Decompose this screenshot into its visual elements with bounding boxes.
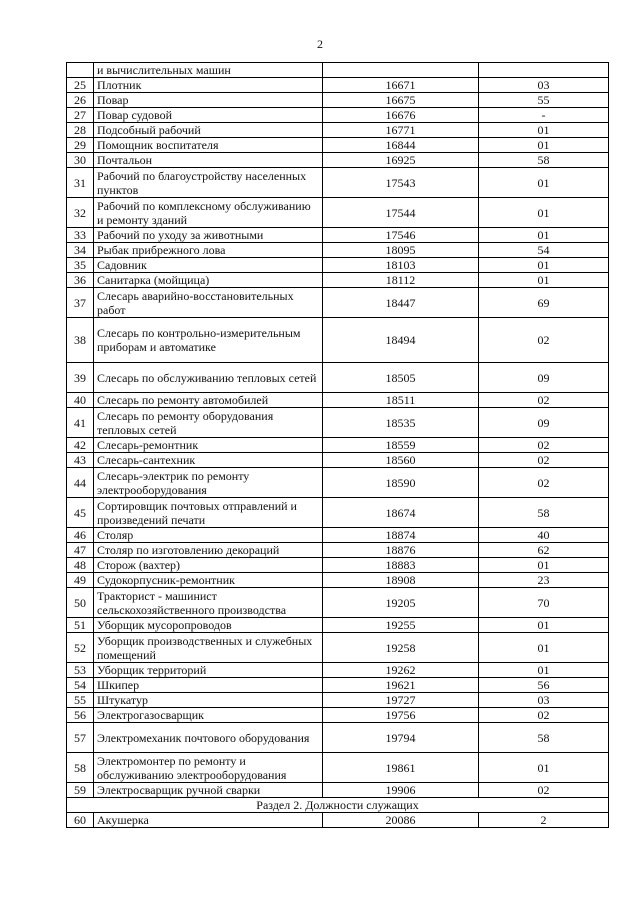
table-row xyxy=(67,288,609,318)
profession-code: 19262 xyxy=(323,663,479,678)
row-number: 43 xyxy=(67,453,94,468)
profession-name: Столяр по изготовлению декораций xyxy=(94,543,323,558)
profession-name: Рыбак прибрежного лова xyxy=(94,243,323,258)
page-number: 2 xyxy=(317,37,323,51)
table-row xyxy=(67,588,609,618)
profession-category: 02 xyxy=(479,783,609,798)
section-title: Раздел 2. Должности служащих xyxy=(67,798,609,813)
profession-category: 01 xyxy=(479,138,609,153)
table-row xyxy=(67,408,609,438)
profession-code: 18103 xyxy=(323,258,479,273)
section-header-row xyxy=(67,798,609,813)
row-number: 57 xyxy=(67,723,94,753)
profession-code: 16925 xyxy=(323,153,479,168)
row-number: 26 xyxy=(67,93,94,108)
table-row xyxy=(67,663,609,678)
row-number xyxy=(67,63,94,78)
profession-name: Сторож (вахтер) xyxy=(94,558,323,573)
profession-category: 01 xyxy=(479,633,609,663)
row-number: 32 xyxy=(67,198,94,228)
profession-name: и вычислительных машин xyxy=(94,63,323,78)
profession-category: 70 xyxy=(479,588,609,618)
profession-name: Шкипер xyxy=(94,678,323,693)
profession-code: 16771 xyxy=(323,123,479,138)
profession-category: 02 xyxy=(479,708,609,723)
profession-code: 19861 xyxy=(323,753,479,783)
profession-category: 01 xyxy=(479,663,609,678)
profession-code: 19727 xyxy=(323,693,479,708)
profession-code: 18883 xyxy=(323,558,479,573)
profession-name: Подсобный рабочий xyxy=(94,123,323,138)
profession-category: 01 xyxy=(479,558,609,573)
profession-name: Электромеханик почтового оборудования xyxy=(94,723,323,753)
profession-name: Слесарь по обслуживанию тепловых сетей xyxy=(94,363,323,393)
profession-category: 01 xyxy=(479,258,609,273)
row-number: 55 xyxy=(67,693,94,708)
profession-code: 18674 xyxy=(323,498,479,528)
row-number: 27 xyxy=(67,108,94,123)
table-row xyxy=(67,573,609,588)
profession-code: 20086 xyxy=(323,813,479,828)
table-row xyxy=(67,618,609,633)
profession-code: 19756 xyxy=(323,708,479,723)
profession-code: 16671 xyxy=(323,78,479,93)
table-row xyxy=(67,138,609,153)
row-number: 49 xyxy=(67,573,94,588)
row-number: 54 xyxy=(67,678,94,693)
table-row xyxy=(67,723,609,753)
row-number: 52 xyxy=(67,633,94,663)
profession-category: 09 xyxy=(479,363,609,393)
table-row xyxy=(67,708,609,723)
row-number: 58 xyxy=(67,753,94,783)
profession-name: Повар судовой xyxy=(94,108,323,123)
profession-category: 01 xyxy=(479,753,609,783)
row-number: 45 xyxy=(67,498,94,528)
profession-name: Слесарь-ремонтник xyxy=(94,438,323,453)
row-number: 59 xyxy=(67,783,94,798)
table-row xyxy=(67,453,609,468)
table-row xyxy=(67,123,609,138)
table-row xyxy=(67,153,609,168)
profession-category: 58 xyxy=(479,153,609,168)
table-row xyxy=(67,558,609,573)
profession-category: 03 xyxy=(479,693,609,708)
profession-name: Плотник xyxy=(94,78,323,93)
profession-name: Рабочий по комплексному обслуживанию и ремонту зданий xyxy=(94,198,323,228)
profession-category: 01 xyxy=(479,123,609,138)
row-number: 25 xyxy=(67,78,94,93)
profession-name: Акушерка xyxy=(94,813,323,828)
profession-code: 19906 xyxy=(323,783,479,798)
profession-category: 58 xyxy=(479,498,609,528)
profession-name: Судокорпусник-ремонтник xyxy=(94,573,323,588)
table-row xyxy=(67,543,609,558)
profession-code xyxy=(323,63,479,78)
profession-category: 02 xyxy=(479,438,609,453)
profession-code: 19205 xyxy=(323,588,479,618)
profession-code: 18494 xyxy=(323,318,479,363)
table-row xyxy=(67,93,609,108)
profession-code: 18095 xyxy=(323,243,479,258)
table-row xyxy=(67,468,609,498)
profession-category: 40 xyxy=(479,528,609,543)
table-row xyxy=(67,108,609,123)
profession-category: 01 xyxy=(479,273,609,288)
profession-name: Уборщик мусоропроводов xyxy=(94,618,323,633)
row-number: 30 xyxy=(67,153,94,168)
profession-code: 19621 xyxy=(323,678,479,693)
profession-name: Электромонтер по ремонту и обслуживанию электрооборудования xyxy=(94,753,323,783)
profession-name: Повар xyxy=(94,93,323,108)
table-row xyxy=(67,393,609,408)
profession-code: 18908 xyxy=(323,573,479,588)
profession-name: Электросварщик ручной сварки xyxy=(94,783,323,798)
profession-code: 19255 xyxy=(323,618,479,633)
profession-category xyxy=(479,63,609,78)
row-number: 41 xyxy=(67,408,94,438)
profession-category: 01 xyxy=(479,228,609,243)
table-row xyxy=(67,273,609,288)
profession-name: Столяр xyxy=(94,528,323,543)
profession-name: Тракторист - машинист сельскохозяйственного производства xyxy=(94,588,323,618)
profession-code: 18511 xyxy=(323,393,479,408)
table-row xyxy=(67,783,609,798)
row-number: 40 xyxy=(67,393,94,408)
profession-code: 18876 xyxy=(323,543,479,558)
profession-code: 19258 xyxy=(323,633,479,663)
table-row xyxy=(67,753,609,783)
row-number: 47 xyxy=(67,543,94,558)
table-row-continuation xyxy=(67,63,609,78)
profession-name: Уборщик территорий xyxy=(94,663,323,678)
profession-name: Штукатур xyxy=(94,693,323,708)
profession-code: 18560 xyxy=(323,453,479,468)
table-row xyxy=(67,198,609,228)
profession-category: 02 xyxy=(479,318,609,363)
row-number: 46 xyxy=(67,528,94,543)
profession-category: 09 xyxy=(479,408,609,438)
profession-category: 54 xyxy=(479,243,609,258)
profession-category: 02 xyxy=(479,453,609,468)
row-number: 48 xyxy=(67,558,94,573)
profession-category: 69 xyxy=(479,288,609,318)
profession-code: 18559 xyxy=(323,438,479,453)
profession-category: - xyxy=(479,108,609,123)
profession-category: 2 xyxy=(479,813,609,828)
profession-category: 58 xyxy=(479,723,609,753)
row-number: 31 xyxy=(67,168,94,198)
profession-name: Санитарка (мойщица) xyxy=(94,273,323,288)
professions-table xyxy=(66,62,609,828)
profession-code: 18535 xyxy=(323,408,479,438)
profession-name: Уборщик производственных и служебных помещений xyxy=(94,633,323,663)
profession-category: 02 xyxy=(479,468,609,498)
table-row xyxy=(67,363,609,393)
row-number: 42 xyxy=(67,438,94,453)
row-number: 37 xyxy=(67,288,94,318)
row-number: 35 xyxy=(67,258,94,273)
profession-code: 17544 xyxy=(323,198,479,228)
row-number: 39 xyxy=(67,363,94,393)
profession-code: 16844 xyxy=(323,138,479,153)
profession-name: Электрогазосварщик xyxy=(94,708,323,723)
profession-name: Слесарь аварийно-восстановительных работ xyxy=(94,288,323,318)
profession-name: Садовник xyxy=(94,258,323,273)
row-number: 51 xyxy=(67,618,94,633)
row-number: 29 xyxy=(67,138,94,153)
row-number: 33 xyxy=(67,228,94,243)
profession-name: Помощник воспитателя xyxy=(94,138,323,153)
table-row xyxy=(67,78,609,93)
profession-category: 01 xyxy=(479,618,609,633)
row-number: 36 xyxy=(67,273,94,288)
row-number: 53 xyxy=(67,663,94,678)
row-number: 28 xyxy=(67,123,94,138)
profession-name: Слесарь по ремонту оборудования тепловых сетей xyxy=(94,408,323,438)
profession-code: 19794 xyxy=(323,723,479,753)
profession-code: 18590 xyxy=(323,468,479,498)
row-number: 56 xyxy=(67,708,94,723)
profession-name: Слесарь-электрик по ремонту электрооборудования xyxy=(94,468,323,498)
profession-code: 16676 xyxy=(323,108,479,123)
table-row xyxy=(67,258,609,273)
table-row xyxy=(67,528,609,543)
profession-name: Рабочий по благоустройству населенных пунктов xyxy=(94,168,323,198)
profession-code: 17543 xyxy=(323,168,479,198)
profession-category: 56 xyxy=(479,678,609,693)
profession-code: 18505 xyxy=(323,363,479,393)
row-number: 34 xyxy=(67,243,94,258)
row-number: 60 xyxy=(67,813,94,828)
table-row xyxy=(67,318,609,363)
row-number: 38 xyxy=(67,318,94,363)
table-row xyxy=(67,438,609,453)
profession-category: 62 xyxy=(479,543,609,558)
table-row xyxy=(67,168,609,198)
profession-category: 23 xyxy=(479,573,609,588)
row-number: 44 xyxy=(67,468,94,498)
table-row xyxy=(67,813,609,828)
professions-table-body xyxy=(67,63,609,828)
table-row xyxy=(67,678,609,693)
profession-category: 01 xyxy=(479,168,609,198)
profession-name: Слесарь по ремонту автомобилей xyxy=(94,393,323,408)
profession-name: Почтальон xyxy=(94,153,323,168)
profession-category: 55 xyxy=(479,93,609,108)
row-number: 50 xyxy=(67,588,94,618)
profession-code: 17546 xyxy=(323,228,479,243)
table-row xyxy=(67,633,609,663)
profession-name: Рабочий по уходу за животными xyxy=(94,228,323,243)
profession-category: 03 xyxy=(479,78,609,93)
profession-name: Слесарь по контрольно-измерительным приборам и автоматике xyxy=(94,318,323,363)
profession-code: 16675 xyxy=(323,93,479,108)
profession-category: 01 xyxy=(479,198,609,228)
table-row xyxy=(67,243,609,258)
table-row xyxy=(67,498,609,528)
table-row xyxy=(67,228,609,243)
profession-name: Слесарь-сантехник xyxy=(94,453,323,468)
table-row xyxy=(67,693,609,708)
profession-code: 18112 xyxy=(323,273,479,288)
profession-code: 18874 xyxy=(323,528,479,543)
profession-code: 18447 xyxy=(323,288,479,318)
profession-category: 02 xyxy=(479,393,609,408)
profession-name: Сортировщик почтовых отправлений и произведений печати xyxy=(94,498,323,528)
